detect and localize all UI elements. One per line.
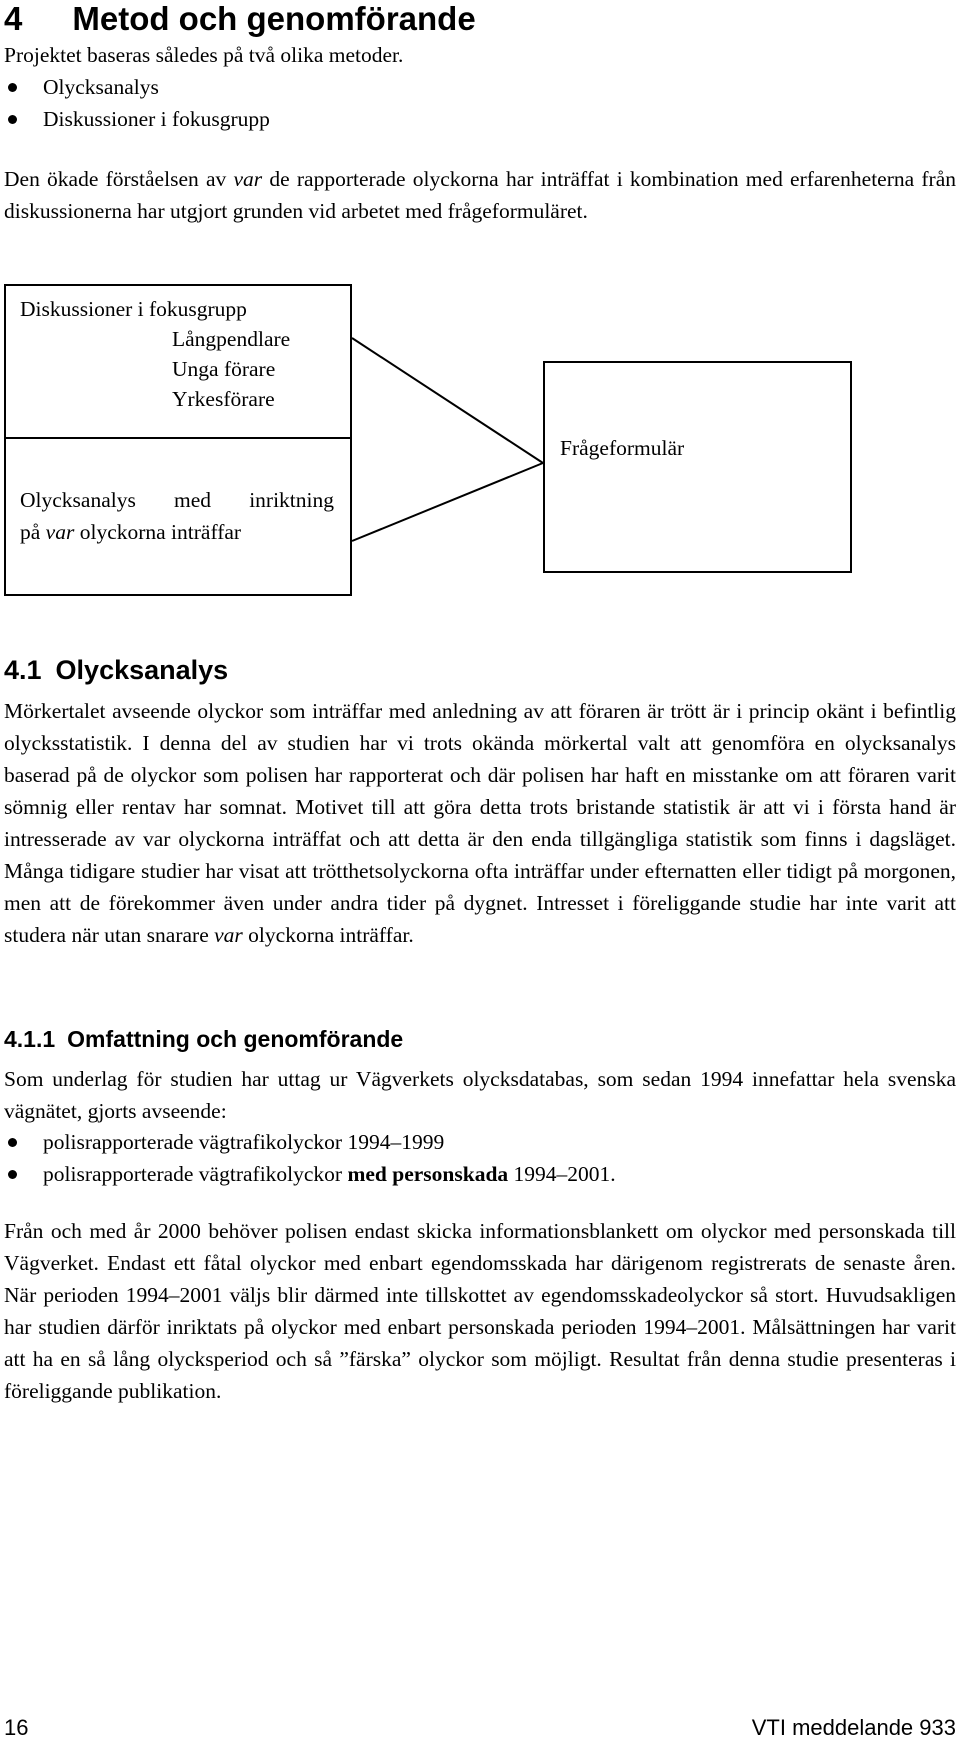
publication-name: VTI meddelande 933 [751,1715,956,1740]
list-item: polisrapporterade vägtrafikolyckor med personskada 1994–2001. [4,1158,616,1190]
list-item: Olycksanalys [4,71,270,103]
analysis-line-2: på var olyckorna inträffar [20,520,242,544]
intro-text: Projektet baseras således på två olika metoder. [4,43,404,67]
section-title: Metod och genomförande [72,0,476,37]
list-item: polisrapporterade vägtrafikolyckor 1994–1999 [4,1126,616,1158]
arrow-focus-to-questionnaire [352,338,543,463]
questionnaire-label: Frågeformulär [560,436,685,460]
subsection-heading [4,654,228,686]
subsection-title: Olycksanalys [55,655,229,685]
paragraph-accident-analysis: Mörkertalet avseende olyckor som inträffar med anledning av att föraren är trött är i princip okänt i befintlig olycksstatistik. I denna del av studien har vi trots okända mörkertal valt att genomföra en olycksanalys baserad på de olyckor som polisen har rapporterat och där polisen har haft en misstanke om att föraren varit sömnig eller rentav har somnat. Motivet till att göra detta trots bristande statistik är att vi i första hand är intresserade av var olyckorna inträffat och att detta är den enda tillgängliga statistik som finns i dagsläget. Många tidigare studier har visat att trötthetsolyckorna ofta inträffar under efternatten eller tidigt på morgonen, men att de förekommer även under andra tider på dygnet. Intresset i föreliggande studie har inte varit att studera när utan snarare var olyckorna inträffar. [4,699,956,947]
list-item: Diskussioner i fokusgrupp [4,103,270,135]
focus-item-young-drivers: Unga förare [172,357,276,381]
subsection-number: 4.1 [4,655,42,685]
focus-group-title: Diskussioner i fokusgrupp [20,297,247,321]
paragraph-understanding: Den ökade förståelsen av var de rapporterade olyckorna har inträffat i kombination med erfarenheterna från diskussionerna har utgjort grunden vid arbetet med frågeformuläret. [4,167,957,223]
paragraph-scope: Från och med år 2000 behöver polisen endast skicka informationsblankett om olyckor med personskada till Vägverket. Endast ett fåtal olyckor med enbart egendomsskada har därigenom registrerats de senaste åren. När perioden 1994–2001 väljs blir därmed inte tillskottet av egendomsskadeolyckor så stort. Huvudsakligen har studien därför inriktats på olyckor med enbart personskada perioden 1994–2001. Målsättningen har varit att ha en så lång olycksperiod och så ”färska” olyckor som möjligt. Resultat från denna studie presenteras i föreliggande publikation. [4,1219,956,1403]
page-number: 16 [4,1715,29,1740]
analysis-line-1: Olycksanalys med inriktning [20,488,334,512]
paragraph-data-extract: Som underlag för studien har uttag ur Vägverkets olycksdatabas, som sedan 1994 innefattar hela svenska vägnätet, gjorts avseende: [4,1067,956,1123]
focus-item-professional-drivers: Yrkesförare [172,387,275,411]
extract-list [4,1126,616,1190]
focus-item-commuters: Långpendlare [172,327,291,351]
arrow-analysis-to-questionnaire [352,463,543,541]
diagram-arrows [0,0,960,620]
subsubsection-heading [4,1025,403,1053]
section-number: 4 [4,0,23,37]
subsubsection-title: Omfattning och genomförande [67,1026,404,1052]
subsubsection-number: 4.1.1 [4,1026,56,1052]
bullet-icon [8,1170,17,1179]
bullet-icon [8,1138,17,1147]
